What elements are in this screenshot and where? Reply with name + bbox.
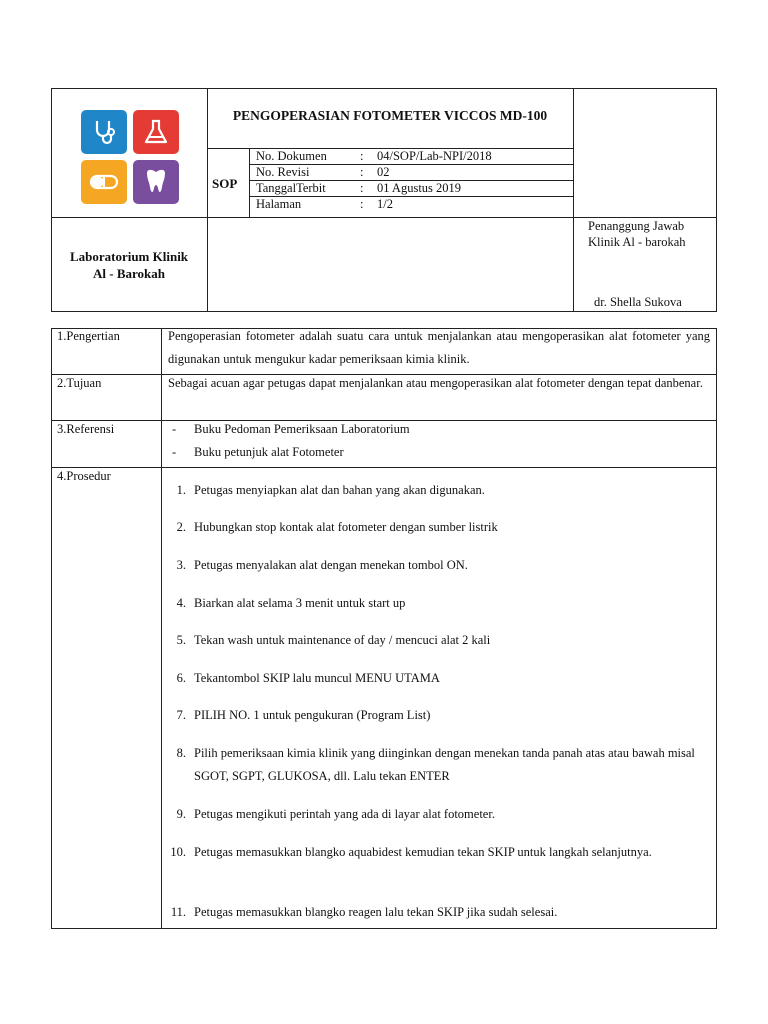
sop-label: SOP <box>212 176 238 191</box>
step-number: 11. <box>170 905 186 919</box>
header-divider <box>249 148 250 217</box>
flask-icon <box>133 110 179 154</box>
table-row-divider <box>51 467 717 468</box>
step-number: 2. <box>176 520 186 534</box>
lab-name-line1: Laboratorium Klinik <box>69 249 189 264</box>
lab-name <box>51 248 207 282</box>
meta-label: No. Revisi <box>256 165 310 179</box>
responsible-name: dr. Shella Sukova <box>594 295 682 309</box>
step-text: Petugas menyiapkan alat dan bahan yang akan digunakan. <box>194 483 485 497</box>
lab-name-line2: Al - Barokah <box>93 266 165 281</box>
bullet-dash: - <box>172 445 177 459</box>
step-text: Hubungkan stop kontak alat fotometer dengan sumber listrik <box>194 520 498 534</box>
section-label-prosedur: 4.Prosedur <box>57 469 111 483</box>
step-text: Petugas memasukkan blangko aquabidest kemudian tekan SKIP untuk langkah selanjutnya. <box>194 845 652 859</box>
step-number: 5. <box>176 633 186 647</box>
stethoscope-icon <box>81 110 127 154</box>
header-divider <box>51 217 717 218</box>
meta-colon: : <box>360 165 364 179</box>
clinic-logo <box>81 110 181 204</box>
meta-colon: : <box>360 197 364 211</box>
meta-label: No. Dokumen <box>256 149 327 163</box>
step-text: Petugas mengikuti perintah yang ada di layar alat fotometer. <box>194 807 495 821</box>
meta-value: 1/2 <box>377 197 393 211</box>
step-number: 7. <box>176 708 186 722</box>
section-label-tujuan: 2.Tujuan <box>57 376 102 390</box>
bullet-dash: - <box>172 422 177 436</box>
reference-text: Buku petunjuk alat Fotometer <box>194 445 344 459</box>
header-divider <box>573 88 574 312</box>
step-text: Tekantombol SKIP lalu muncul MENU UTAMA <box>194 671 440 685</box>
reference-text: Buku Pedoman Pemeriksaan Laboratorium <box>194 422 410 436</box>
step-number: 3. <box>176 558 186 572</box>
step-number: 10. <box>170 845 186 859</box>
pill-icon <box>81 160 127 204</box>
meta-value: 04/SOP/Lab-NPI/2018 <box>377 149 492 163</box>
meta-label: Halaman <box>256 197 302 211</box>
step-number: 8. <box>176 746 186 760</box>
meta-colon: : <box>360 181 364 195</box>
meta-value: 02 <box>377 165 390 179</box>
responsible-clinic: Klinik Al - barokah <box>588 235 686 249</box>
section-label-pengertian: 1.Pengertian <box>57 329 120 343</box>
section-text-pengertian: Pengoperasian fotometer adalah suatu cara untuk menjalankan atau mengoperasikan alat fotometer yang digunakan untuk mengukur kadar pemeriksaan kimia klinik. <box>168 329 710 366</box>
meta-label: TanggalTerbit <box>256 181 326 195</box>
meta-colon: : <box>360 149 364 163</box>
step-text: Biarkan alat selama 3 menit untuk start up <box>194 596 406 610</box>
step-text: PILIH NO. 1 untuk pengukuran (Program List) <box>194 708 431 722</box>
step-number: 6. <box>176 671 186 685</box>
tooth-icon <box>133 160 179 204</box>
step-text: Tekan wash untuk maintenance of day / mencuci alat 2 kali <box>194 633 491 647</box>
step-text: Petugas memasukkan blangko reagen lalu tekan SKIP jika sudah selesai. <box>194 905 558 919</box>
document-title: PENGOPERASIAN FOTOMETER VICCOS MD-100 <box>232 108 548 123</box>
section-text-tujuan: Sebagai acuan agar petugas dapat menjalankan atau mengoperasikan alat fotometer dengan tepat danbenar. <box>168 376 703 390</box>
table-row-divider <box>51 420 717 421</box>
section-label-referensi: 3.Referensi <box>57 422 115 436</box>
step-text: Pilih pemeriksaan kimia klinik yang diinginkan dengan menekan tanda panah atas atau bawah misal SGOT, SGPT, GLUKOSA, dll. Lalu tekan ENTER <box>194 746 695 783</box>
step-number: 1. <box>176 483 186 497</box>
step-number: 9. <box>176 807 186 821</box>
table-column-divider <box>161 328 162 929</box>
responsible-title: Penanggung Jawab <box>588 219 685 233</box>
step-text: Petugas menyalakan alat dengan menekan tombol ON. <box>194 558 468 572</box>
meta-value: 01 Agustus 2019 <box>377 181 462 195</box>
step-number: 4. <box>176 596 186 610</box>
